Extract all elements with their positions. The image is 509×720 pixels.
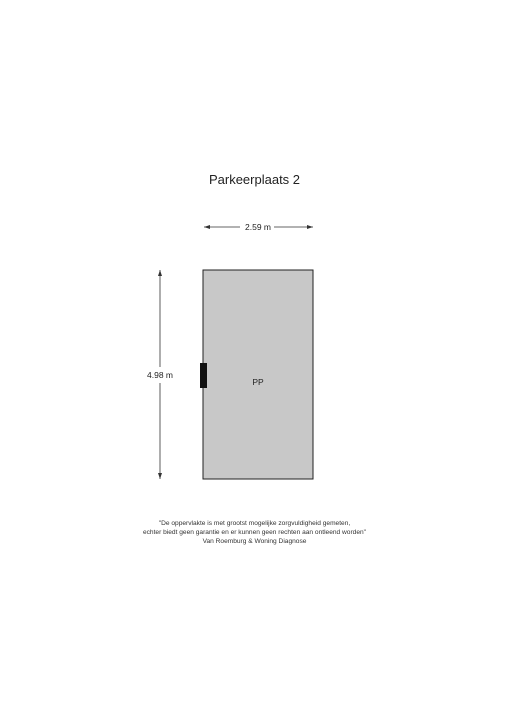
height-arrow-bottom [158, 473, 162, 479]
parking-space-room [203, 270, 313, 479]
disclaimer-line-3: Van Roemburg & Woning Diagnose [202, 538, 307, 545]
width-arrow-right [307, 225, 313, 229]
height-dimension [147, 270, 173, 479]
door-marker [200, 363, 207, 388]
width-arrow-left [204, 225, 210, 229]
floorplan-title: Parkeerplaats 2 [208, 172, 301, 187]
width-dimension-label: 2.59 m [245, 222, 271, 232]
disclaimer [0, 519, 509, 546]
room-label: PP [252, 377, 264, 387]
height-dimension-label: 4.98 m [147, 370, 173, 380]
disclaimer-line-1: "De oppervlakte is met grootst mogelijke zorgvuldigheid gemeten, [158, 520, 351, 527]
disclaimer-line-2: echter biedt geen garantie en er kunnen geen rechten aan ontleend worden" [142, 529, 367, 536]
height-arrow-top [158, 270, 162, 276]
width-dimension [204, 222, 313, 232]
